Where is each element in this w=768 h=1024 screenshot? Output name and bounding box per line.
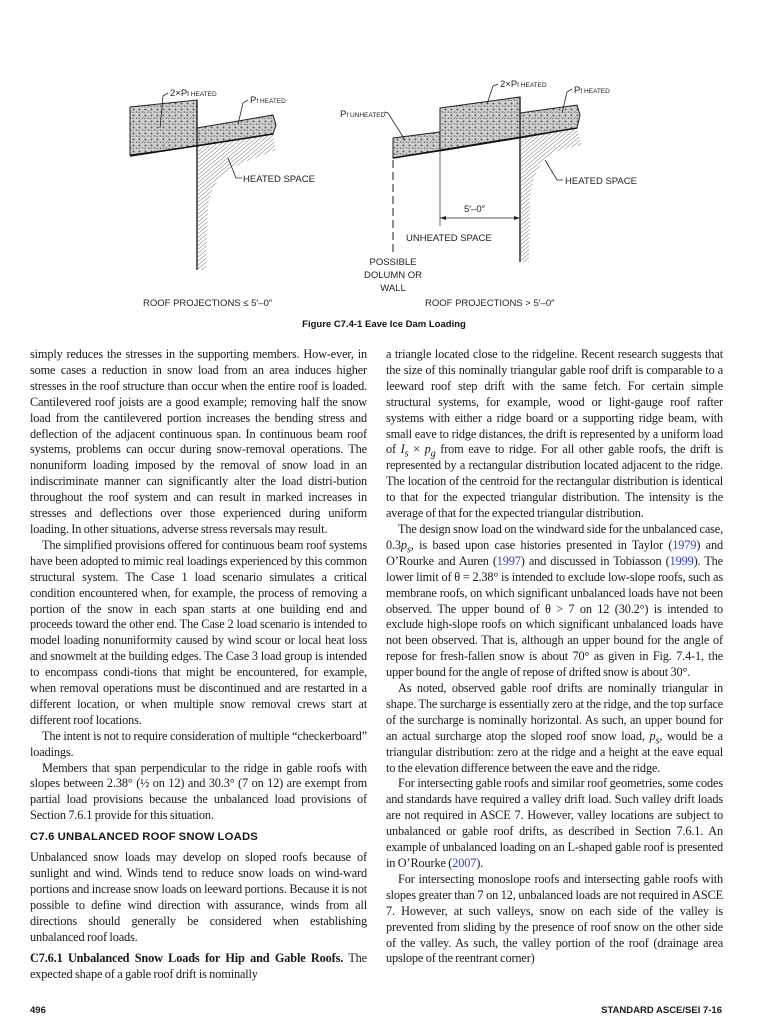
label-dimension-5ft: 5′–0″ — [464, 204, 485, 215]
paragraph — [386, 347, 723, 522]
paragraph — [30, 761, 367, 825]
text-run: , is based upon case histories presented in Taylor ( — [410, 537, 673, 552]
citation-link[interactable]: 2007 — [452, 856, 477, 870]
label-pf-heated-left: Pf HEATED — [250, 95, 286, 106]
left-detail — [130, 88, 315, 309]
label-heated-space-left: HEATED SPACE — [243, 174, 315, 185]
label-2xpf-heated-left: 2×Pf HEATED — [170, 88, 217, 99]
text-run: The expected shape of a gable roof drift is nominally — [30, 950, 367, 981]
text-run: from eave to ridge. For all other gable roofs, the drift is represented by a rectangular distribution located adjacent to the ridge. The location of the centroid for the rectangular distribution is identical to that for the expected triangular distribution. The intensity is the average of that for the expected triangular distribution. — [386, 442, 724, 521]
label-possible-1: POSSIBLE — [369, 257, 417, 268]
label-possible-3: WALL — [380, 283, 406, 294]
figure-caption: Figure C7.4-1 Eave Ice Dam Loading — [302, 319, 466, 330]
text-run: Members that span perpendicular to the ridge in gable roofs with slopes between 2.38° (½ on 12) and 30.3° (7 on 12) are exempt from partial load provisions because the unbalanced load provisions of Section 7.6.1 provide for this situation. — [30, 760, 367, 823]
text-run: , would be a triangular distribution: zero at the ridge and a height at the eave equal to the elevation difference between the eave and the ridge. — [386, 728, 723, 775]
paragraph — [30, 538, 367, 729]
text-run: p — [649, 728, 656, 743]
label-roof-projection-left: ROOF PROJECTIONS ≤ 5′–0″ — [143, 298, 273, 309]
text-run: ) and O’Rourke and Auren ( — [386, 537, 723, 568]
text-run: p — [400, 537, 407, 552]
citation-link[interactable]: 1999 — [669, 553, 694, 568]
paragraph — [386, 776, 723, 871]
text-run: p — [424, 442, 431, 457]
text-run: ). The lower limit of θ = 2.38° is intended to exclude low-slope roofs, such as membrane roofs, on which significant unbalanced loads have not been observed. The upper bound of θ > 7 on 12 (30.2°) is intended to exclude high-slope roofs on which significant unbalanced loads have not been observed. That is, although an upper bound for the angle of repose for fresh-fallen snow is about 70° as given in Fig. 7.4-1, the upper bound for the angle of repose of drifted snow is about 30°. — [386, 553, 723, 680]
label-unheated-space: UNHEATED SPACE — [406, 233, 492, 244]
text-run: s — [406, 544, 411, 556]
section-heading — [30, 830, 367, 845]
label-pf-unheated: Pf UNHEATED — [340, 109, 386, 120]
text-run: a triangle located close to the ridgeline. Recent research suggests that the size of this nominally triangular gable roof drift is comparable to a leeward roof step drift with the same fetch. For certain simple structural systems, for example, wood or light-gauge roof rafter systems with either a ridge board or a supporting ridge beam, with small eave to ridge distances, the drift is represented by a uniform load of — [386, 347, 723, 457]
paragraph — [30, 850, 367, 945]
paragraph — [30, 729, 367, 761]
text-run: For intersecting monoslope roofs and intersecting gable roofs with slopes greater than 7 on 12, unbalanced loads are not required in ASCE 7. However, at such valleys, snow on each side of the valley is prevented from sliding by the presence of roof snow on the other side of the valley. As such, the valley portion of the roof (drainage area upslope of the reentrant corner) — [386, 871, 723, 966]
label-pf-heated-right: Pf HEATED — [574, 85, 610, 96]
label-heated-space-right: HEATED SPACE — [565, 176, 637, 187]
citation-link[interactable]: 1979 — [672, 537, 697, 552]
page-number: 496 — [30, 1005, 46, 1016]
text-run: s — [404, 448, 409, 460]
right-detail — [340, 79, 637, 309]
text-run: s — [655, 735, 660, 747]
text-run: Unbalanced snow loads may develop on sloped roofs because of sunlight and wind. Winds tend to reduce snow loads on wind-ward portions and increase snow loads on leeward portions. Because it is not possible to define wind direction with assurance, winds from all directions should generally be considered when establishing unbalanced roof loads. — [30, 850, 367, 944]
text-run: The intent is not to require consideration of multiple “checkerboard” loadings. — [30, 728, 367, 759]
right-text-column — [386, 347, 723, 967]
heated-space-hatch — [198, 135, 276, 270]
label-2xpf-heated-right: 2×Pf HEATED — [500, 79, 547, 90]
text-run: The simplified provisions offered for continuous beam roof systems have been adopted to mimic real loadings experienced by this common structural system. The Case 1 load scenario simulates a critical condition encountered when, for example, the process of removing a portion of the snow in each span starts at one building end and proceeds toward the other end. The Case 2 load scenario is intended to model loading nonuniformity caused by wind scour or local heat loss and snowmelt at the building edges. The Case 3 load group is intended to encompass condi-tions that might be encountered, for example, when removal operations must be discontinued and are restarted in a different location, or when multiple snow removal crews start at different roof locations. — [30, 537, 367, 727]
subsection-title: C7.6.1 Unbalanced Snow Loads for Hip and Gable Roofs. — [30, 950, 344, 965]
text-run: × — [408, 442, 425, 457]
text-run: As noted, observed gable roof drifts are nominally triangular in shape. The surcharge is essentially zero at the ridge, and the top surface of the surcharge is nominally horizontal. As such, an upper bound for an actual surcharge atop the sloped roof snow load, — [386, 681, 723, 743]
subsection-paragraph — [30, 951, 367, 983]
text-run: ). — [476, 856, 484, 870]
text-run: For intersecting gable roofs and similar roof geometries, some codes and standards have required a valley drift load. Such valley drift loads are not required in ASCE 7. However, valley locations are subject to unbalanced or gable roof drifts, as described in Section 7.6.1. An example of unbalanced loading on an L-shaped gable roof is presented in O’Rourke ( — [386, 776, 723, 870]
paragraph — [30, 347, 367, 538]
label-roof-projection-right: ROOF PROJECTIONS > 5′–0″ — [425, 298, 555, 309]
heated-space-hatch-right — [521, 129, 582, 262]
paragraph — [386, 681, 723, 776]
paragraph — [386, 872, 723, 967]
text-run: I — [400, 442, 405, 457]
text-run: simply reduces the stresses in the supporting members. How-ever, in some cases a reduction in snow load from an area induces higher stresses in the roof structure than occur when the entire roof is loaded. Cantilevered roof joists are a good example; removing half the snow load from the cantilevered portion increases the bending stress and deflection of the adjacent continuous span. In continuous beam roof systems, problems can occur during snow-removal operations. The nonuniform loading imposed by the removal of snow load in an indiscriminate manner can significantly alter the load distri-bution throughout the roof system and can result in marked increases in stresses and deflections over those experienced during uniform loading. In other situations, adverse stress reversals may result. — [30, 347, 367, 536]
snow-2xpf-block — [440, 97, 520, 151]
text-run: g — [430, 448, 436, 460]
figure-eave-ice-dam — [0, 0, 768, 340]
text-run: C7.6 UNBALANCED ROOF SNOW LOADS — [30, 831, 259, 844]
publication-title: STANDARD ASCE/SEI 7-16 — [601, 1005, 722, 1016]
paragraph — [386, 522, 723, 681]
text-run: The design snow load on the windward side for the unbalanced case, 0.3 — [386, 521, 723, 552]
label-possible-2: DOLUMN OR — [363, 270, 423, 281]
citation-link[interactable]: 1997 — [496, 553, 521, 568]
text-run: ) and discussed in Tobiasson ( — [520, 553, 670, 568]
left-text-column — [30, 347, 367, 982]
